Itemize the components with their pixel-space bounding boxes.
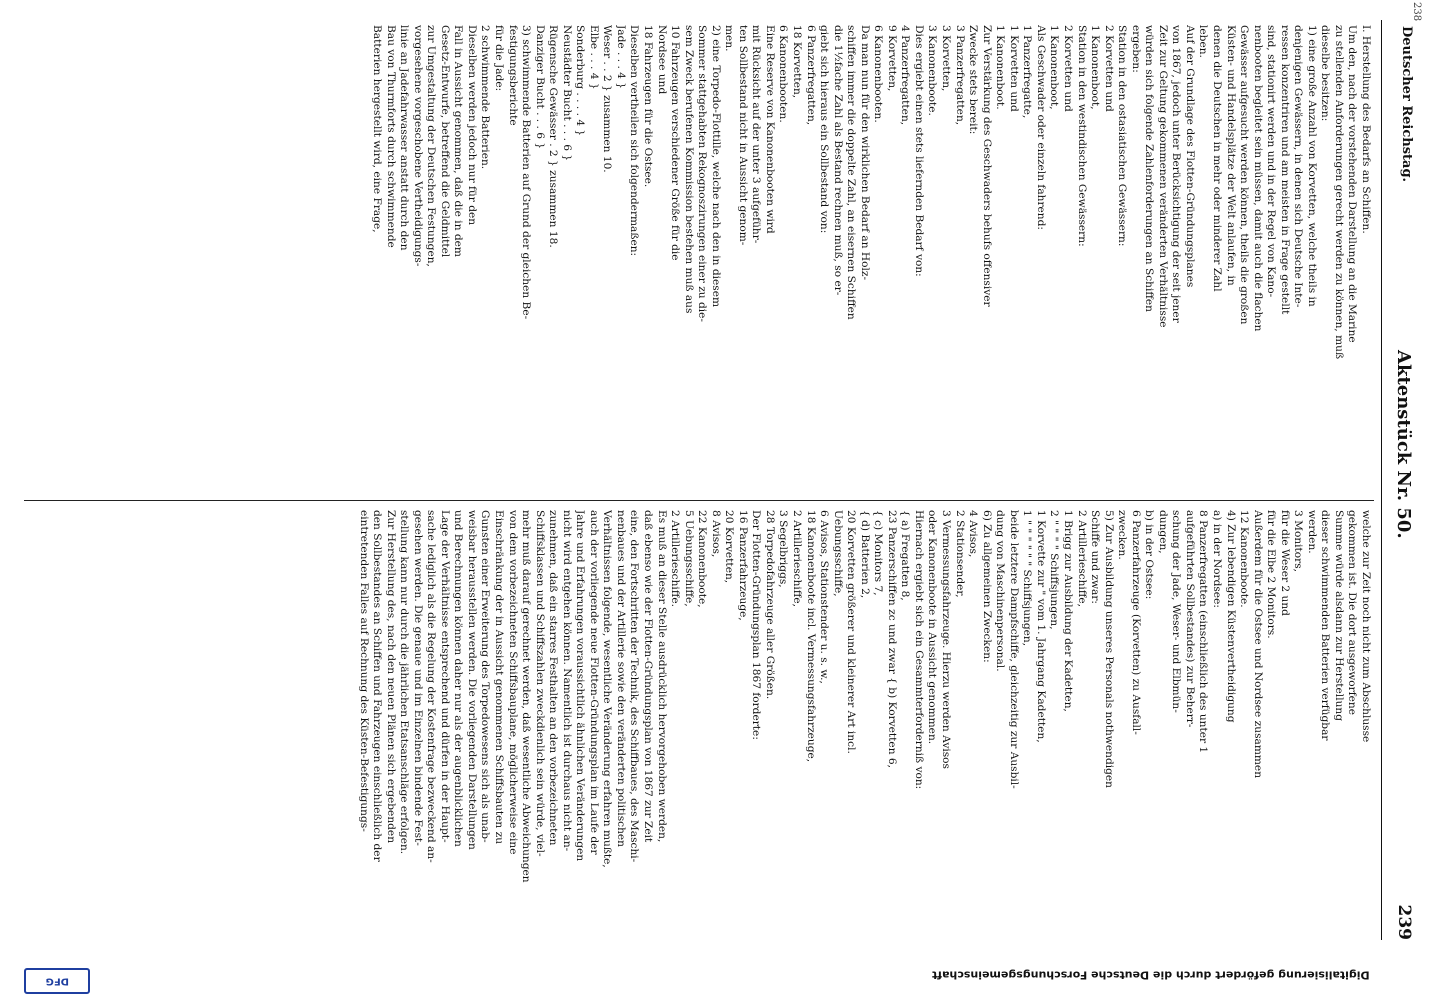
text-line: Schiffsklassen und Schiffszahlen zweckdienlich sein würde, viel- [533,510,546,857]
text-line: 20 Korvetten, [723,510,736,584]
page-header [1382,20,1422,940]
text-line: oder Kanonenboote in Aussicht genommen. [926,510,939,745]
text-line: Sonderburg . . . . 4 } [574,25,587,137]
text-line: beide letztere Dampfschiffe, gleichzeitig zur Ausbil- [1007,510,1020,789]
text-line: festigungsberichte [506,25,519,126]
text-line: Lage der Verhältnisse entsprechend und dürfen in der Haupt- [438,510,451,843]
text-line: Jahre und Erfahrungen voraussichtlich ähnlichen Veränderungen [574,510,587,862]
text-line: Küsten- und Handelsplätze der Welt anlaufen, in [1224,25,1237,286]
text-line: zu stellenden Anforderungen gerecht werden zu können, muß [1332,25,1345,360]
text-line: vorgesehene vorgeschobene Vertheidigungs- [411,25,424,267]
text-line: 1 Kanonenboot. [994,25,1007,110]
text-line: { a) Fregatten 8, [899,510,912,601]
text-line: Station in den westindischen Gewässern: [1075,25,1088,247]
text-line: 1 Panzerfregatte, [1021,25,1034,119]
text-line: zunehmen, daß ein starres Festhalten an den vorbezeichneten [547,510,560,846]
column-divider [24,500,1374,501]
text-line: 2) eine Torpedo-Flottille, welche nach den in diesem [709,25,722,308]
text-line: Weser . . 2 } zusammen 10. [601,25,614,173]
text-line: Da man nun für den wirklichen Bedarf an Holz- [858,25,871,281]
text-line: von dem vorbezeichneten Schiffsbauplane, möglicherweise eine [506,510,519,855]
text-line: 6 Panzerfregatten, [804,25,817,126]
text-line: Hiernach ergiebt sich ein Gesammterforderniß von: [912,510,925,790]
text-line: men. [723,25,736,52]
text-line: Um den, nach der vorstehenden Darstellung an die Marine [1346,25,1359,343]
text-line: 1 Brigg zur Ausbildung der Kadetten, [1061,510,1074,712]
text-line: sache lediglich als die Regelung der Kostenfrage bezweckend an- [425,510,438,863]
text-line: dieselbe besitzen: [1319,25,1332,122]
text-line: 6 Kanonenbooten. [872,25,885,123]
text-column-left [370,25,1372,490]
text-line: I. Herstellung des Bedarfs an Schiffen. [1360,25,1372,234]
text-line: für die Weser 2 und [1278,510,1291,616]
text-line: { d) Batterien 2, [858,510,871,599]
text-line: weisbar herausstellen werden. Die vorliegenden Darstellungen [465,510,478,850]
text-line: 3 Korvetten, [940,25,953,92]
text-line: Gesetz-Entwurfe, betreffend die Geldmittel [438,25,451,258]
text-line: 6 Panzerfahrzeuge (Korvetten) zu Ausfall- [1129,510,1142,735]
text-line: b) in der Ostsee: [1143,510,1156,600]
text-line: nicht wird entgehen können. Namentlich ist durchaus nicht an- [560,510,573,852]
text-line: 1 Kanonenboot, [1048,25,1061,110]
text-line: 12 Kanonenboote. [1238,510,1251,608]
text-line: 1 Kanonenboot, [1089,25,1102,110]
text-line: 1) eine große Anzahl von Korvetten, welche theils in [1305,25,1318,307]
text-line: Sommer stattgehabten Rekognoszirungen einer zu die- [696,25,709,322]
text-line: { c) Monitors 7, [872,510,885,596]
text-line: 2 schwimmende Batterien. [479,25,492,170]
header-publication: Deutscher Reichstag. [1399,26,1414,183]
text-line: auch der vorliegende neue Flotten-Gründungsplan im Laufe der [587,510,600,855]
text-line: schiffen immer die doppelte Zahl, an eisernen Schiffen [845,25,858,320]
page-number: 239 [1394,904,1414,940]
text-line: 4 Avisos, [967,510,980,558]
text-line: welche zur Zeit noch nicht zum Abschlusse [1360,510,1372,743]
text-line: Station in den ostasiatischen Gewässern: [1116,25,1129,247]
text-line: Gewässer aufgesucht werden können, theils die großen [1238,25,1251,325]
text-line: 18 Kanonenboote incl. Vermessungsfahrzeuge, [804,510,817,763]
text-line: daß ebenso wie der Flotten-Gründungsplan von 1867 zur Zeit [642,510,655,843]
text-line: leben. [1197,25,1210,58]
text-line: Der Flotten-Gründungsplan 1867 forderte: [750,510,763,740]
text-line: 2 Korvetten und [1061,25,1074,112]
text-line: Es muß an dieser Stelle ausdrücklich hervorgehoben werden, [655,510,668,843]
text-line: von 1867, jedoch unter Berücksichtigung der seit jener [1170,25,1183,323]
text-line: 2 Stationsender, [953,510,966,598]
text-line: Zur Herstellung des, nach den neuen Plänen sich ergebenden [384,510,397,844]
text-line: 4 Panzerfregatten, [899,25,912,126]
text-line: Zur Verstärkung des Geschwaders behufs offensiver [980,25,993,307]
text-line: Auf der Grundlage des Flotten-Gründungsplanes [1183,25,1196,288]
text-line: 23 Panzerschiffen zc und zwar { b) Korvetten 6, [885,510,898,768]
text-line: Bau von Thurmforts durch schwimmende [384,25,397,248]
text-line: Rügensche Gewässer . 2 } zusammen 18. [547,25,560,248]
page-corner-mark: 238 [1411,2,1422,22]
text-line: dung von Maschinenpersonal. [994,510,1007,672]
text-line: 28 Torpedofahrzeuge aller Größen. [763,510,776,700]
text-line: schung der Jade, Weser- und Elbmün- [1170,510,1183,713]
text-line: 2 Artillerieschiffe. [669,510,682,607]
text-line: stellung kann nur durch die jährlichen Etatsanschläge erfolgen. [398,510,411,855]
text-line: Gunsten einer Erweiterung des Torpedowesens sich als unab- [479,510,492,843]
text-line: 3 Segelbriggs, [777,510,790,588]
text-line: 20 Korvetten größerer und kleinerer Art incl. [845,510,858,754]
text-line: nenbooten begleitet sein müssen, damit auch die flachen [1251,25,1264,332]
text-line: 8 Panzerfregatten (einschließlich des unter 1 [1197,510,1210,754]
text-line: 3 Kanonenboote. [926,25,939,116]
text-line: ergeben: [1129,25,1142,73]
text-column-right [356,510,1372,975]
text-line: Neustädter Bucht . . . 6 } [560,25,573,162]
text-line: Nordsee und [655,25,668,95]
text-line: denjenigen Gewässern, in denen sich Deutsche Inte- [1292,25,1305,308]
text-line: mit Rücksicht auf der unter 3 aufgeführ- [750,25,763,244]
text-line: 6) Zu allgemeinen Zwecken: [980,510,993,663]
text-line: dieser schwimmenden Batterien verfügbar [1319,510,1332,741]
text-line: würden sich folgende Zahlenforderungen an Schiffen [1143,25,1156,312]
text-line: nenbaues und der Artillerie sowie den veränderten politischen [614,510,627,847]
text-line: sind, stationirt werden und in der Regel von Kano- [1265,25,1278,298]
text-line: gesehen werden. Die genaue und im Einzelnen bindende Fest- [411,510,424,846]
text-line: 4) Zur lebendigen Küstenvertheidigung [1224,510,1237,723]
text-line: 18 Fahrzeugen für die Ostsee. [642,25,655,188]
text-line: a) in der Nordsee: [1210,510,1223,608]
text-line: gekommen ist. Die dort ausgeworfene [1346,510,1359,716]
text-line: 1 Korvette zur " vom 1. Jahrgang Kadetten, [1034,510,1047,743]
text-line: den Sollbestandes an Schiffen und Fahrzeugen einschließlich der [371,510,384,862]
text-line: mehr muß darauf gerechnet werden, daß wesentliche Abweichungen [520,510,533,883]
text-line: Uebungsschiffe, [831,510,844,597]
text-line: Verhältnissen folgende, wesentliche Veränderung erfahren mußte, [601,510,614,868]
text-line: Schiffe und zwar: [1089,510,1102,604]
text-line: 3 Vermessungsfahrzeuge. Hierzu werden Avisos [940,510,953,769]
text-line: Außerdem für die Ostsee und Nordsee zusammen [1251,510,1264,779]
text-line: Als Geschwader oder einzeln fahrend: [1034,25,1047,230]
text-line: Danziger Bucht . . . 6 } [533,25,546,150]
text-line: 5 Uebungsschiffe, [682,510,695,607]
text-line: werden. [1305,510,1318,554]
text-line: 9 Korvetten, [885,25,898,92]
text-line: ten Sollbestand nicht in Aussicht genom- [736,25,749,246]
text-line: Fall in Aussicht genommen, daß die in dem [452,25,465,257]
text-line: giebt sich hieraus ein Sollbestand von: [818,25,831,234]
text-line: Einschränkung der in Aussicht genommenen Schiffsbauten zu [493,510,505,845]
text-line: 3) schwimmende Batterien auf Grund der gleichen Be- [520,25,533,320]
text-line: die 1½fache Zahl als Bestand rechnen muß, so er- [831,25,844,296]
text-line: 8 Avisos, [709,510,722,558]
text-line: Zwecke stets bereit: [967,25,980,135]
text-line: 16 Panzerfahrzeuge, [736,510,749,621]
text-line: zwecken. [1116,510,1129,560]
text-line: 22 Kanonenboote, [696,510,709,608]
text-line: 2 " " " " Schiffsjungen, [1048,510,1061,630]
text-line: Summe würde alsdann zur Herstellung [1332,510,1345,722]
text-line: 2 Artillerieschiffe, [791,510,804,607]
text-line: ressen konzentriren und am meisten in Frage gestellt [1278,25,1291,315]
text-line: Eine Reserve von Kanonenbooten wird [763,25,776,234]
text-line: Elbe . . . 4 } [587,25,600,90]
header-rule [1381,20,1382,940]
dfg-logo: DFG [24,968,90,994]
text-line: 6 Avisos, Stationstender u. s. w., [818,510,831,684]
text-line: 5) Zur Ausbildung unseres Personals nothwendigen [1102,510,1115,789]
text-line: und Berechnungen können daher nur als der augenblicklichen [452,510,465,847]
text-line: eine, den Fortschritten der Technik, des Schiffbaues, des Maschi- [628,510,641,863]
text-line: 1 " " " " " " Schiffsjungen, [1021,510,1034,647]
header-document-number: Aktenstück Nr. 50. [1393,350,1414,539]
text-line: zur Umgestaltung der Deutschen Festungen, [425,25,438,267]
text-line: 2 Korvetten und [1102,25,1115,112]
text-line: eintretenden Falles auf Rechnung des Küsten-Befestigungs- [357,510,370,832]
text-line: Dieselben vertheilen sich folgendermaßen: [628,25,641,257]
text-line: 6 Kanonenbooten. [777,25,790,123]
text-line: Jade . . . 4 } [614,25,627,90]
text-line: denen die Deutschen in mehr oder minderer Zahl [1210,25,1223,292]
text-line: 10 Fahrzeugen verschiedener Größe für die [669,25,682,261]
text-line: für die Jade: [493,25,505,92]
text-line: Zeit zur Geltung gekommenen veränderten Verhältnisse [1156,25,1169,328]
text-line: 1 Korvetten und [1007,25,1020,112]
text-line: für die Elbe 2 Monitors. [1265,510,1278,639]
text-line: 2 Artillerieschiffe, [1075,510,1088,607]
text-line: 3 Monitors, [1292,510,1305,573]
text-line: Dies ergiebt einen stets liefernden Bedarf von: [912,25,925,277]
text-line: Batterien hergestellt wird, eine Frage, [371,25,384,233]
text-line: linie an Jadefahrwasser anstatt durch den [398,25,411,251]
text-line: Dieselben werden jedoch nur für den [465,25,478,226]
text-line: 3 Panzerfregatten, [953,25,966,126]
text-line: 18 Korvetten, [791,25,804,99]
digitization-credit: Digitalisierung gefördert durch die Deutsche Forschungsgemeinschaft [932,969,1370,982]
text-line: aufgeführten Sollbestandes) zur Beherr- [1183,510,1196,728]
text-line: sem Zweck berufenen Kommission bestehen muß aus [682,25,695,314]
text-line: dungen, [1156,510,1169,554]
